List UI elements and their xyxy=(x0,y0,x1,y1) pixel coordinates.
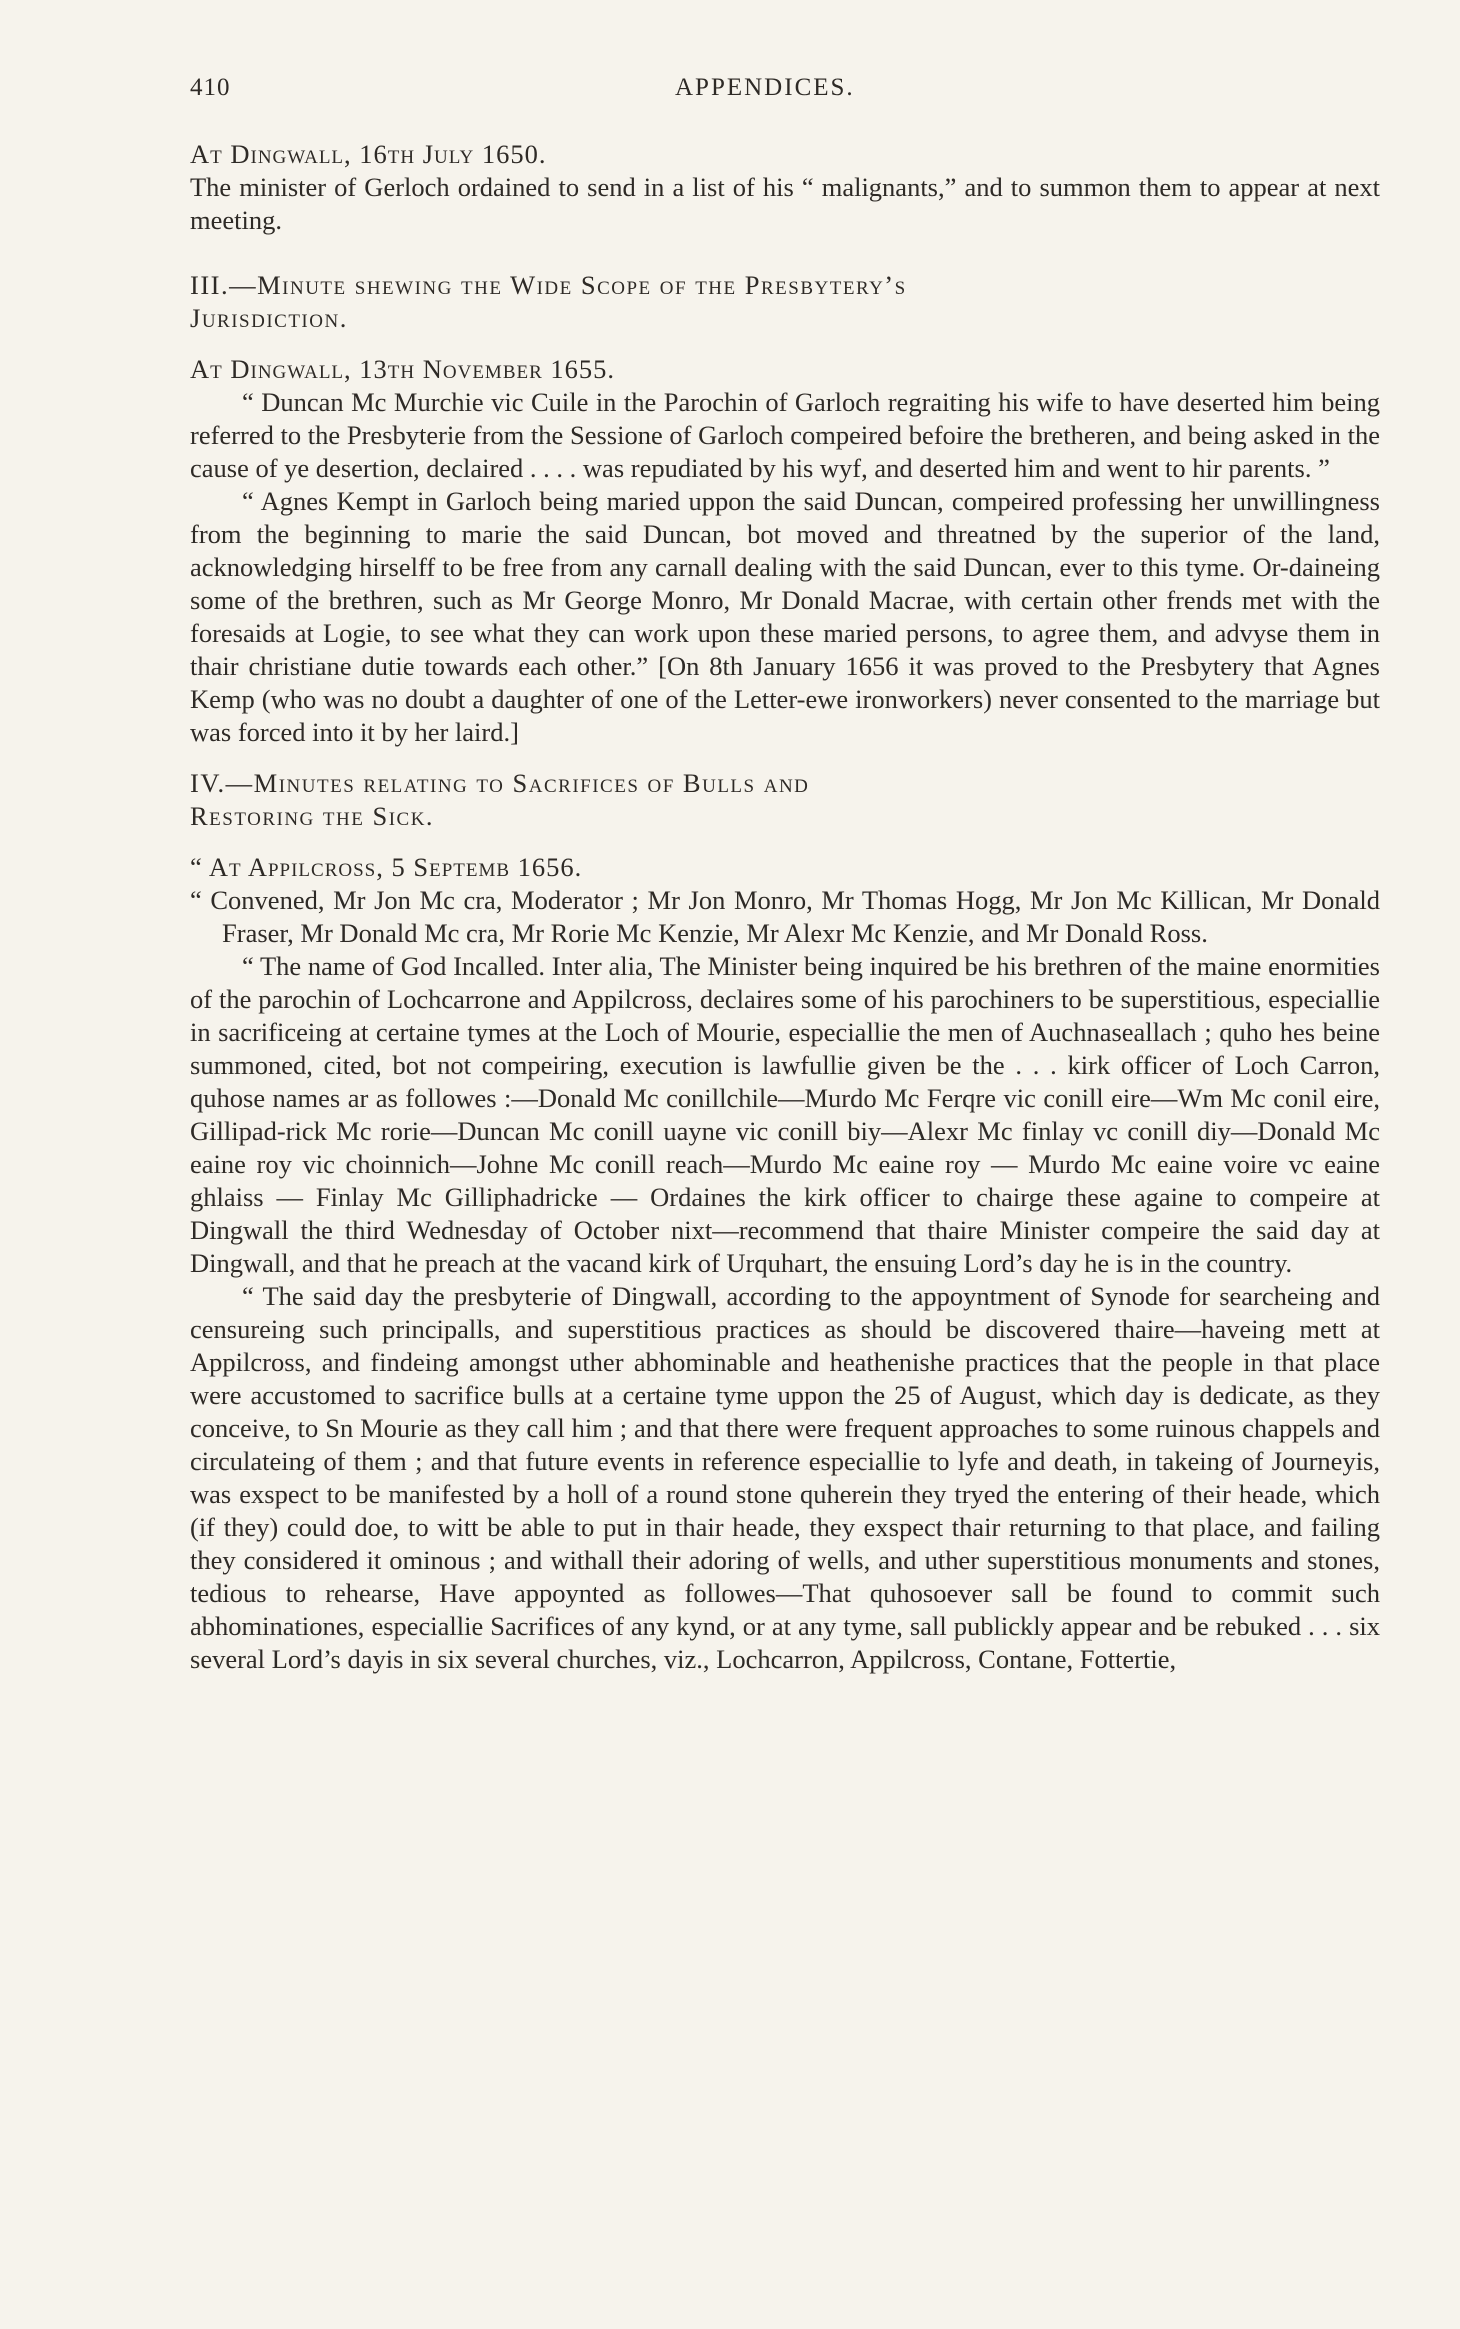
page-body xyxy=(190,138,1380,1676)
section-3-para-1: “ Duncan Mc Murchie vic Cuile in the Parochin of Garloch regraiting his wife to have deserted him being referred to the Presbyterie from the Sessione of Garloch compeired befoire the bretheren, and being asked in the cause of ye desertion, declaired . . . . was repudiated by his wyf, and deserted him and went to hir parents. ” xyxy=(190,387,1380,483)
section-4-para-2: “ The name of God Incalled. Inter alia, The Minister being inquired be his brethren of the maine enormities of the parochin of Lochcarrone and Appilcross, declaires some of his parochiners to be superstitious, especiallie in sacrificeing at certaine tymes at the Loch of Mourie, especiallie the men of Auchnaseallach ; quho hes beine summoned, cited, bot not compeiring, execution is lawfullie given be the . . . kirk officer of Loch Carron, quhose names ar as followes :—Donald Mc conillchile—Murdo Mc Ferqre vic conill eire—Wm Mc conil eire, Gillipad-rick Mc rorie—Duncan Mc conill uayne vic conill biy—Alexr Mc finlay vc conill diy—Donald Mc eaine roy vic choinnich—Johne Mc conill reach—Murdo Mc eaine roy — Murdo Mc eaine voire vc eaine ghlaiss — Finlay Mc Gilliphadricke — Ordaines the kirk officer to chairge these againe to compeire at Dingwall the third Wednesday of October nixt—recommend that thaire Minister compeire the said day at Dingwall, and that he preach at the vacand kirk of Urquhart, the ensuing Lord’s day he is in the country. xyxy=(190,951,1380,1278)
dateline-1656: “ At Appilcross, 5 Septemb 1656. xyxy=(190,852,583,882)
section-4-para-3: “ The said day the presbyterie of Dingwall, according to the appoyntment of Synode for searcheing and censureing such principalls, and superstitious practices as should be discovered thaire—haveing mett at Appilcross, and findeing amongst uther abhominable and heathenishe practices that the people in that place were accustomed to sacrifice bulls at a certaine tyme uppon the 25 of August, which day is dedicate, as they conceive, to Sn Mourie as they call him ; and that there were frequent approaches to some ruinous chappels and circulateing of them ; and that future events in reference especiallie to lyfe and death, in takeing of Journeyis, was exspect to be manifested by a holl of a round stone quherein they tryed the entering of their heade, which (if they) could doe, to witt be able to put in thair heade, they exspect thair returning to that place, and failing they considered it ominous ; and withall their adoring of wells, and uther superstitious monuments and stones, tedious to rehearse, Have appoynted as followes—That quhosoever sall be found to commit such abhominationes, especiallie Sacrifices of any kynd, or at any tyme, sall publickly appear and be rebuked . . . six several Lord’s dayis in six several churches, viz., Lochcarron, Appilcross, Contane, Fottertie, xyxy=(190,1281,1380,1674)
dateline-1650: At Dingwall, 16th July 1650. xyxy=(190,139,547,169)
entry-1650-text: The minister of Gerloch ordained to send in a list of his “ malignants,” and to summon them to appear at next meeting. xyxy=(190,172,1380,235)
section-4-para-1: “ Convened, Mr Jon Mc cra, Moderator ; Mr Jon Monro, Mr Thomas Hogg, Mr Jon Mc Killican, Mr Donald Fraser, Mr Donald Mc cra, Mr Rorie Mc Kenzie, Mr Alexr Mc Kenzie, and Mr Donald Ross. xyxy=(190,885,1380,948)
section-4-title-line1: IV.—Minutes relating to Sacrifices of Bulls and xyxy=(190,768,810,798)
page-header xyxy=(190,74,1380,114)
section-3-para-2: “ Agnes Kempt in Garloch being maried uppon the said Duncan, compeired professing her unwillingness from the beginning to marie the said Duncan, bot moved and threatned by the superior of the land, acknowledging hirselff to be free from any carnall dealing with the said Duncan, ever to this tyme. Or-daineing some of the brethren, such as Mr George Monro, Mr Donald Macrae, with certain other frends met with the foresaids at Logie, to see what they can work upon these maried persons, to agree them, and advyse them in thair christiane dutie towards each other.” [On 8th January 1656 it was proved to the Presbytery that Agnes Kemp (who was no doubt a daughter of one of the Letter-ewe ironworkers) never consented to the marriage but was forced into it by her laird.] xyxy=(190,486,1380,747)
running-title: APPENDICES. xyxy=(675,74,855,101)
page-number: 410 xyxy=(190,74,231,101)
section-3-title-line2: Jurisdiction. xyxy=(190,303,348,333)
dateline-1655: At Dingwall, 13th November 1655. xyxy=(190,354,616,384)
section-4-title-line2: Restoring the Sick. xyxy=(190,801,435,831)
section-3-title-line1: III.—Minute shewing the Wide Scope of the Presbytery’s xyxy=(190,270,907,300)
